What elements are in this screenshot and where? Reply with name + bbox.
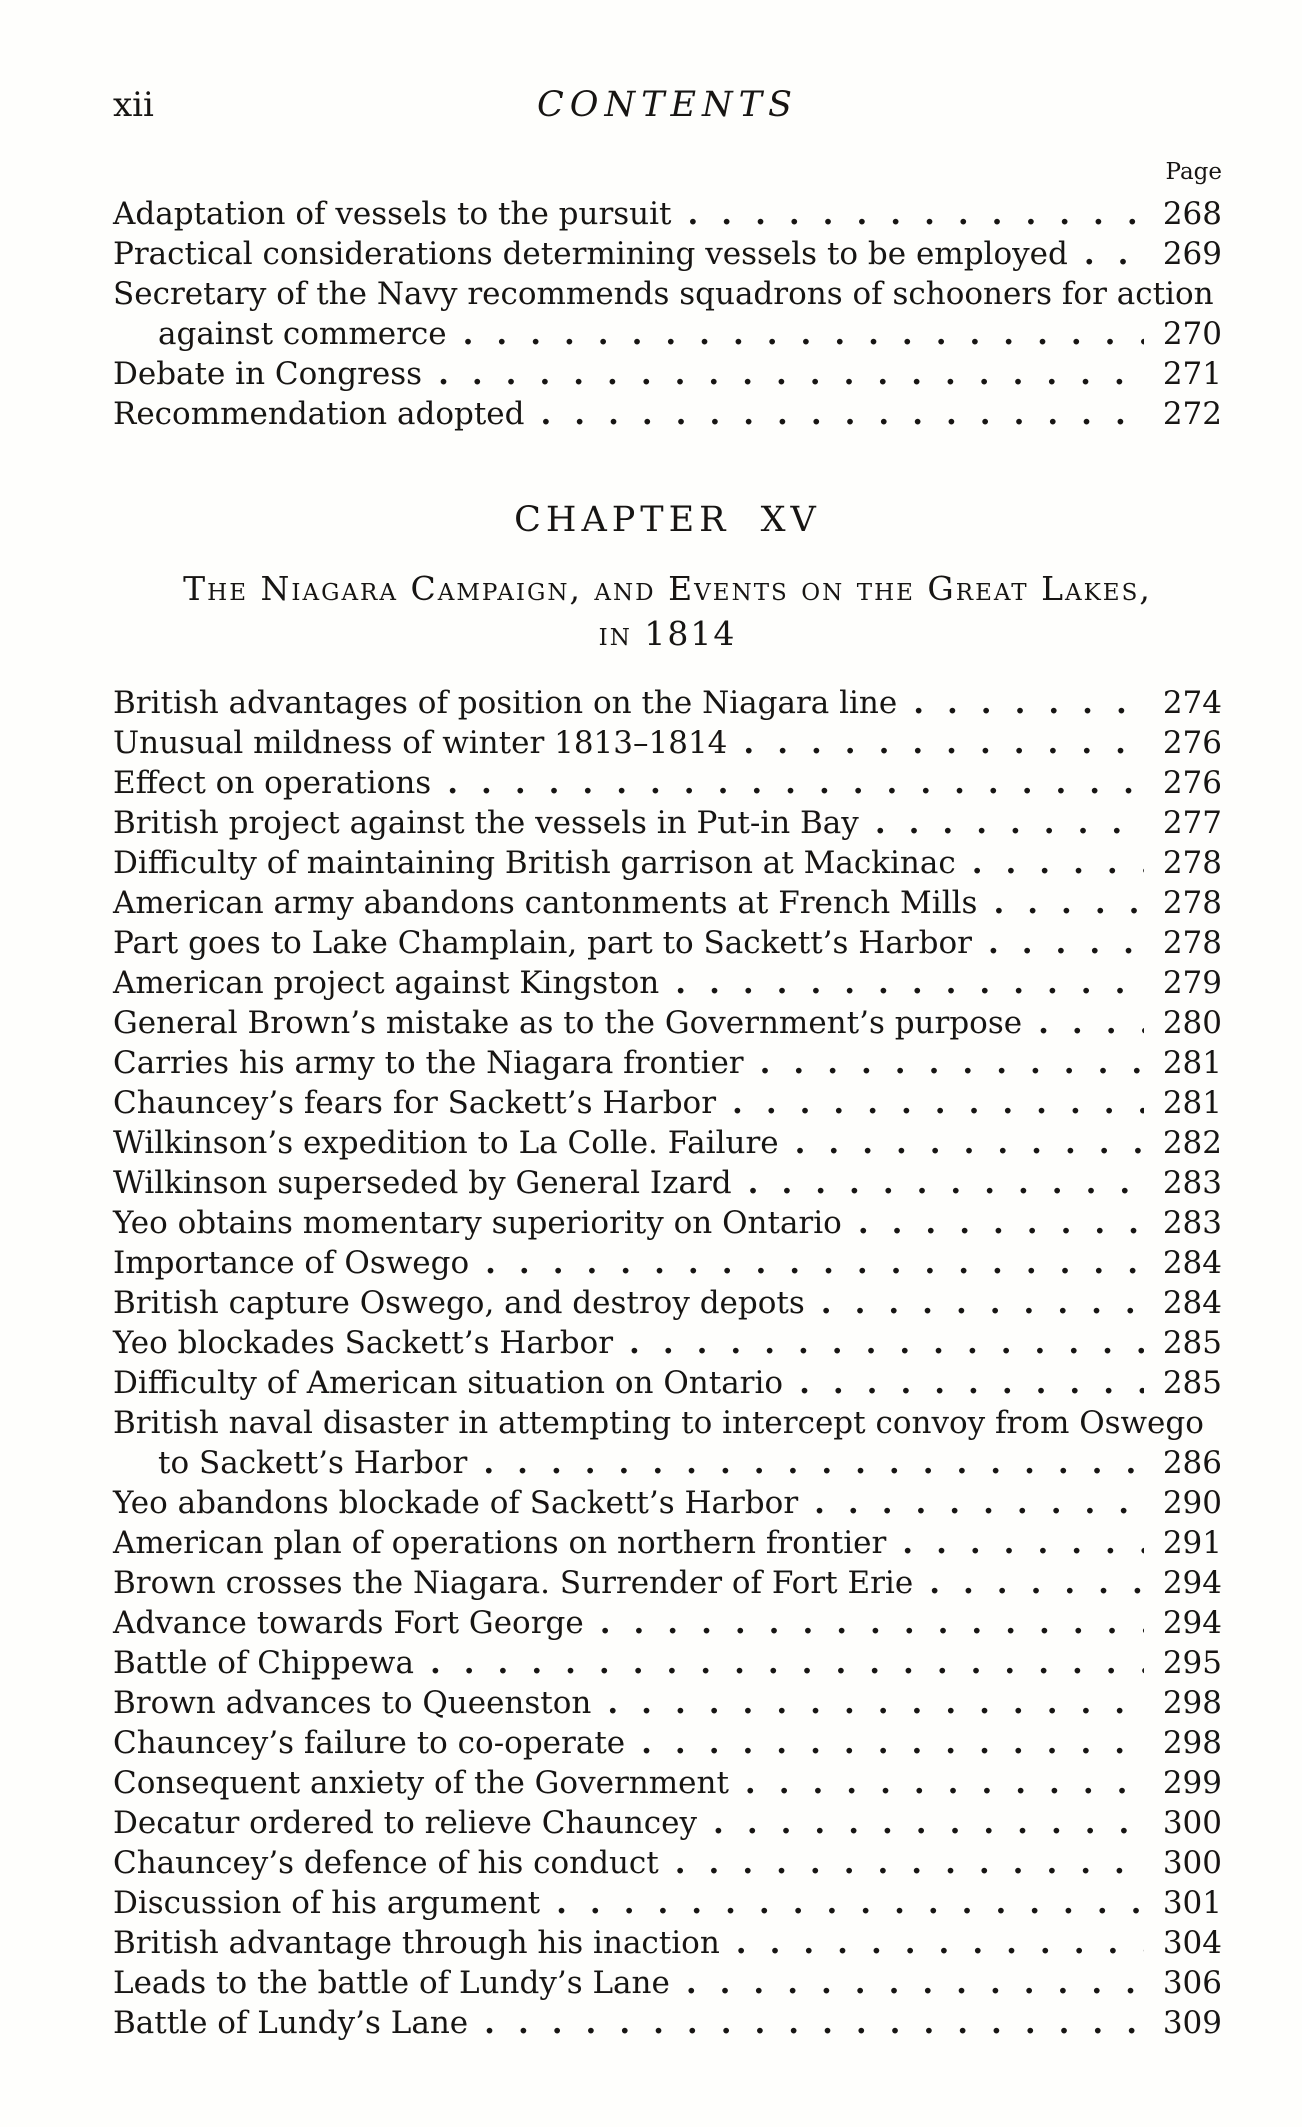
toc-entry bbox=[113, 1523, 1222, 1563]
entry-dot-leader bbox=[467, 1443, 1144, 1483]
entry-title: Part goes to Lake Champlain, part to Sackett’s Harbor bbox=[113, 925, 972, 961]
entry-dot-leader bbox=[977, 883, 1144, 923]
entry-title-line1: Secretary of the Navy recommends squadrons of schooners for action bbox=[113, 276, 1214, 312]
entry-title-line2: to Sackett’s Harbor bbox=[158, 1445, 468, 1481]
toc-entry bbox=[113, 1203, 1222, 1243]
entry-title: Effect on operations bbox=[113, 765, 432, 801]
toc-entry bbox=[113, 1243, 1222, 1283]
entry-page-number: 270 bbox=[1162, 316, 1222, 352]
toc-entry bbox=[113, 274, 1222, 354]
entry-title: Recommendation adopted bbox=[113, 396, 525, 432]
entry-title-line2: against commerce bbox=[158, 316, 447, 352]
chapter-heading: CHAPTER XV bbox=[514, 500, 821, 540]
entry-dot-leader bbox=[584, 1603, 1144, 1643]
entry-title: Consequent anxiety of the Government bbox=[113, 1765, 729, 1801]
entry-dot-leader bbox=[720, 1923, 1144, 1963]
entry-title: General Brown’s mistake as to the Government’s purpose bbox=[113, 1005, 1023, 1041]
entry-page-number: 271 bbox=[1162, 356, 1222, 392]
entry-page-number: 290 bbox=[1162, 1485, 1222, 1521]
entry-page-number: 278 bbox=[1162, 885, 1222, 921]
entry-dot-leader bbox=[422, 354, 1144, 394]
toc-entry bbox=[113, 843, 1222, 883]
entry-dot-leader bbox=[1022, 1003, 1144, 1043]
entry-page-number: 272 bbox=[1162, 396, 1222, 432]
toc-entry bbox=[113, 354, 1222, 394]
entry-dot-leader bbox=[540, 1883, 1144, 1923]
entry-title: Chauncey’s fears for Sackett’s Harbor bbox=[113, 1085, 717, 1121]
entry-page-number: 291 bbox=[1162, 1525, 1222, 1561]
page-header bbox=[113, 0, 1222, 126]
toc-entry bbox=[113, 1283, 1222, 1323]
entry-page-number: 301 bbox=[1162, 1885, 1222, 1921]
toc-entry bbox=[113, 1843, 1222, 1883]
entry-dot-leader bbox=[805, 1283, 1144, 1323]
toc-entry bbox=[113, 883, 1222, 923]
toc-entry bbox=[113, 1923, 1222, 1963]
entry-page-number: 276 bbox=[1162, 725, 1222, 761]
entry-dot-leader bbox=[697, 1803, 1144, 1843]
toc-entry-wrap-line bbox=[113, 314, 1222, 354]
toc-entry bbox=[113, 1323, 1222, 1363]
entry-page-number: 285 bbox=[1162, 1365, 1222, 1401]
entry-dot-leader bbox=[727, 723, 1144, 763]
toc-entry bbox=[113, 1003, 1222, 1043]
entry-dot-leader bbox=[798, 1483, 1144, 1523]
entry-title: Decatur ordered to relieve Chauncey bbox=[113, 1805, 698, 1841]
entry-dot-leader bbox=[672, 194, 1144, 234]
entry-title: Chauncey’s failure to co-operate bbox=[113, 1725, 626, 1761]
entry-title: American army abandons cantonments at French Mills bbox=[113, 885, 978, 921]
entry-title: Battle of Chippewa bbox=[113, 1645, 414, 1681]
toc-entry bbox=[113, 1403, 1222, 1483]
entry-title: Adaptation of vessels to the pursuit bbox=[113, 196, 672, 232]
entry-title: Yeo obtains momentary superiority on Ontario bbox=[113, 1205, 842, 1241]
entry-dot-leader bbox=[842, 1203, 1144, 1243]
entry-page-number: 285 bbox=[1162, 1325, 1222, 1361]
entry-title: Difficulty of American situation on Ontario bbox=[113, 1365, 784, 1401]
entry-page-number: 300 bbox=[1162, 1805, 1222, 1841]
toc-entry bbox=[113, 1723, 1222, 1763]
entry-title: Brown advances to Queenston bbox=[113, 1685, 592, 1721]
toc-entry bbox=[113, 194, 1222, 234]
entry-dot-leader bbox=[524, 394, 1144, 434]
toc-entry bbox=[113, 1163, 1222, 1203]
entry-page-number: 298 bbox=[1162, 1725, 1222, 1761]
page-folio: xii bbox=[113, 85, 154, 125]
entry-page-number: 299 bbox=[1162, 1765, 1222, 1801]
entry-title: Unusual mildness of winter 1813–1814 bbox=[113, 725, 728, 761]
entry-dot-leader bbox=[670, 1963, 1144, 2003]
toc-entry bbox=[113, 1083, 1222, 1123]
entry-dot-leader bbox=[913, 1563, 1144, 1603]
entry-title: British advantages of position on the Niagara line bbox=[113, 685, 898, 721]
toc-entry-wrap-line bbox=[113, 1443, 1222, 1483]
entry-title: Practical considerations determining vessels to be employed bbox=[113, 236, 1068, 272]
entry-title: Carries his army to the Niagara frontier bbox=[113, 1045, 744, 1081]
toc-entry bbox=[113, 1043, 1222, 1083]
toc-entry bbox=[113, 1603, 1222, 1643]
toc-entry bbox=[113, 1563, 1222, 1603]
entry-title: British capture Oswego, and destroy depots bbox=[113, 1285, 805, 1321]
entry-page-number: 294 bbox=[1162, 1605, 1222, 1641]
entry-dot-leader bbox=[625, 1723, 1144, 1763]
entry-dot-leader bbox=[659, 1843, 1144, 1883]
toc-entry bbox=[113, 683, 1222, 723]
entry-page-number: 284 bbox=[1162, 1285, 1222, 1321]
entry-dot-leader bbox=[716, 1083, 1144, 1123]
entry-page-number: 309 bbox=[1162, 2005, 1222, 2041]
entry-title: Yeo abandons blockade of Sackett’s Harbor bbox=[113, 1485, 799, 1521]
entry-page-number: 269 bbox=[1162, 236, 1222, 272]
toc-entry bbox=[113, 923, 1222, 963]
entry-page-number: 282 bbox=[1162, 1125, 1222, 1161]
toc-entry bbox=[113, 1883, 1222, 1923]
toc-chapter-list bbox=[113, 683, 1222, 2043]
entry-dot-leader bbox=[783, 1363, 1144, 1403]
entry-title: Yeo blockades Sackett’s Harbor bbox=[113, 1325, 614, 1361]
entry-page-number: 300 bbox=[1162, 1845, 1222, 1881]
entry-page-number: 286 bbox=[1162, 1445, 1222, 1481]
entry-dot-leader bbox=[897, 683, 1144, 723]
toc-entry bbox=[113, 394, 1222, 434]
toc-entry bbox=[113, 803, 1222, 843]
toc-entry bbox=[113, 2003, 1222, 2043]
toc-entry bbox=[113, 234, 1222, 274]
entry-title: Leads to the battle of Lundy’s Lane bbox=[113, 1965, 670, 2001]
chapter-subtitle bbox=[113, 566, 1222, 656]
entry-dot-leader bbox=[972, 923, 1144, 963]
entry-page-number: 274 bbox=[1162, 685, 1222, 721]
toc-entry bbox=[113, 1803, 1222, 1843]
toc-entry bbox=[113, 1963, 1222, 2003]
entry-dot-leader bbox=[591, 1683, 1144, 1723]
entry-title-line1: British naval disaster in attempting to intercept convoy from Oswego bbox=[113, 1405, 1204, 1441]
entry-dot-leader bbox=[729, 1763, 1144, 1803]
entry-page-number: 284 bbox=[1162, 1245, 1222, 1281]
toc-entry bbox=[113, 963, 1222, 1003]
page-title: CONTENTS bbox=[537, 85, 798, 125]
toc-entry bbox=[113, 1683, 1222, 1723]
entry-title: Brown crosses the Niagara. Surrender of Fort Erie bbox=[113, 1565, 914, 1601]
entry-page-number: 279 bbox=[1162, 965, 1222, 1001]
entry-title: Importance of Oswego bbox=[113, 1245, 470, 1281]
entry-page-number: 276 bbox=[1162, 765, 1222, 801]
page-column-label: Page bbox=[1165, 159, 1222, 185]
chapter-subtitle-line2: in 1814 bbox=[598, 614, 737, 653]
entry-dot-leader bbox=[431, 763, 1144, 803]
toc-front-list bbox=[113, 194, 1222, 434]
entry-page-number: 283 bbox=[1162, 1205, 1222, 1241]
toc-entry bbox=[113, 1123, 1222, 1163]
entry-page-number: 281 bbox=[1162, 1085, 1222, 1121]
entry-title: Battle of Lundy’s Lane bbox=[113, 2005, 469, 2041]
entry-dot-leader bbox=[859, 803, 1144, 843]
entry-title: Advance towards Fort George bbox=[113, 1605, 584, 1641]
entry-title: American project against Kingston bbox=[113, 965, 660, 1001]
toc-entry bbox=[113, 1363, 1222, 1403]
entry-dot-leader bbox=[613, 1323, 1144, 1363]
entry-dot-leader bbox=[956, 843, 1144, 883]
entry-page-number: 280 bbox=[1162, 1005, 1222, 1041]
entry-page-number: 294 bbox=[1162, 1565, 1222, 1601]
entry-page-number: 283 bbox=[1162, 1165, 1222, 1201]
toc-entry bbox=[113, 1643, 1222, 1683]
entry-page-number: 304 bbox=[1162, 1925, 1222, 1961]
entry-title: Difficulty of maintaining British garrison at Mackinac bbox=[113, 845, 956, 881]
entry-dot-leader bbox=[744, 1043, 1144, 1083]
entry-title: Wilkinson’s expedition to La Colle. Failure bbox=[113, 1125, 779, 1161]
entry-dot-leader bbox=[779, 1123, 1144, 1163]
entry-dot-leader bbox=[886, 1523, 1144, 1563]
entry-title: American plan of operations on northern frontier bbox=[113, 1525, 887, 1561]
entry-title: British advantage through his inaction bbox=[113, 1925, 720, 1961]
entry-dot-leader bbox=[468, 2003, 1144, 2043]
entry-page-number: 295 bbox=[1162, 1645, 1222, 1681]
entry-title: British project against the vessels in Put-in Bay bbox=[113, 805, 859, 841]
toc-entry bbox=[113, 723, 1222, 763]
entry-page-number: 268 bbox=[1162, 196, 1222, 232]
entry-page-number: 277 bbox=[1162, 805, 1222, 841]
entry-page-number: 278 bbox=[1162, 925, 1222, 961]
entry-title: Debate in Congress bbox=[113, 356, 423, 392]
chapter-subtitle-line1: The Niagara Campaign, and Events on the Great Lakes, bbox=[183, 569, 1152, 608]
toc-entry bbox=[113, 1763, 1222, 1803]
entry-title: Chauncey’s defence of his conduct bbox=[113, 1845, 659, 1881]
entry-page-number: 306 bbox=[1162, 1965, 1222, 2001]
entry-title: Wilkinson superseded by General Izard bbox=[113, 1165, 732, 1201]
entry-page-number: 281 bbox=[1162, 1045, 1222, 1081]
entry-title: Discussion of his argument bbox=[113, 1885, 541, 1921]
entry-page-number: 278 bbox=[1162, 845, 1222, 881]
entry-dot-leader bbox=[732, 1163, 1144, 1203]
entry-dot-leader bbox=[447, 314, 1144, 354]
entry-dot-leader bbox=[1068, 234, 1144, 274]
entry-dot-leader bbox=[414, 1643, 1144, 1683]
entry-dot-leader bbox=[469, 1243, 1144, 1283]
toc-entry bbox=[113, 763, 1222, 803]
toc-entry bbox=[113, 1483, 1222, 1523]
entry-dot-leader bbox=[659, 963, 1144, 1003]
entry-page-number: 298 bbox=[1162, 1685, 1222, 1721]
